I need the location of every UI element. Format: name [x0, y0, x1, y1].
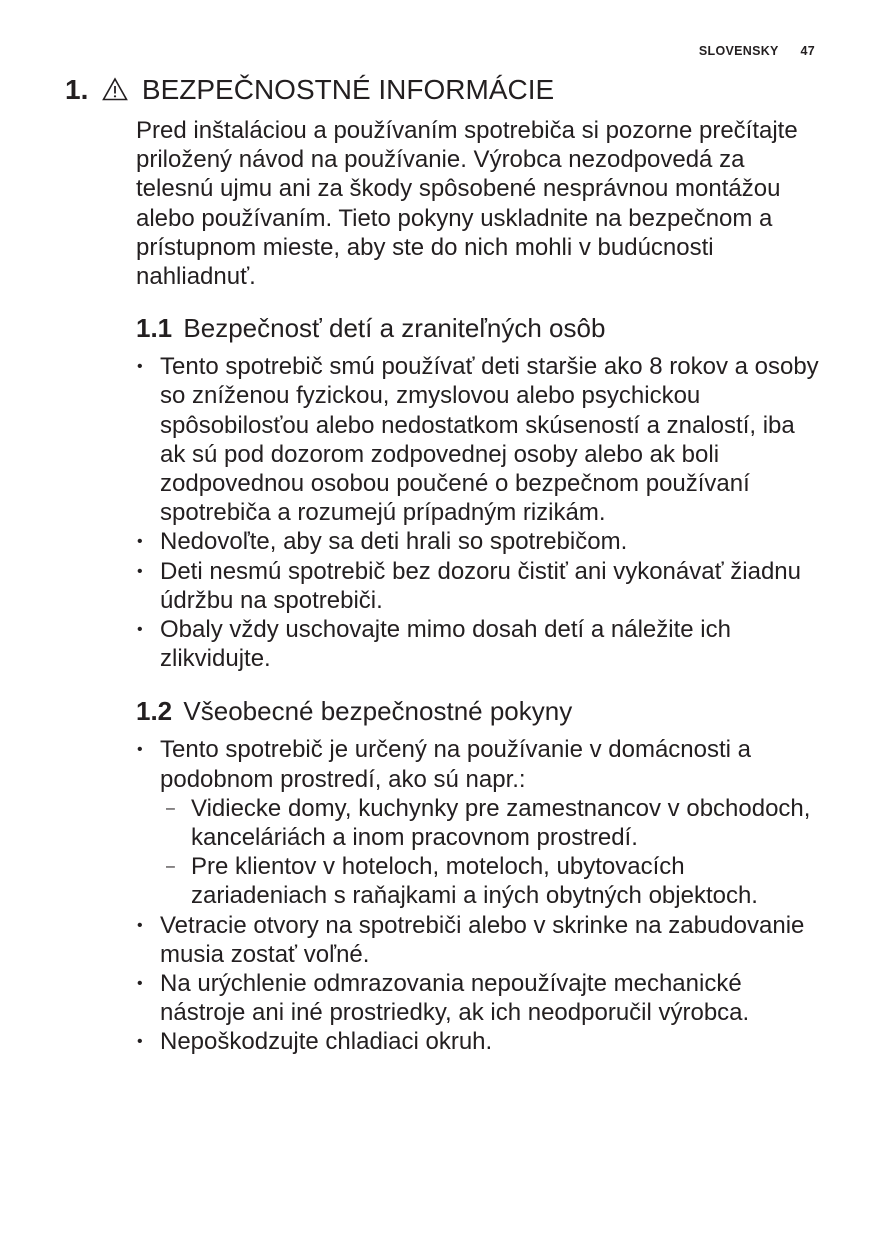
- list-item: • Obaly vždy uschovajte mimo dosah detí a náležite ich zlikvidujte.: [136, 615, 826, 673]
- language-label: SLOVENSKY: [698, 44, 779, 58]
- section-number: 1.1: [136, 313, 173, 344]
- sublist: [160, 794, 826, 911]
- section-heading-general-safety: [136, 695, 826, 727]
- list-item: • Vetracie otvory na spotrebiči alebo v skrinke na zabudovanie musia zostať voľné.: [136, 911, 826, 969]
- section-title: Bezpečnosť detí a zraniteľných osôb: [183, 313, 606, 344]
- section-number: 1.2: [136, 696, 173, 727]
- list-item: • Na urýchlenie odmrazovania nepoužívajte mechanické nástroje ani iné prostriedky, ak ich neodporučil výrobca.: [136, 969, 826, 1027]
- page-header: [699, 44, 815, 58]
- section-heading-child-safety: [136, 312, 826, 344]
- list-item: • Deti nesmú spotrebič bez dozoru čistiť ani vykonávať žiadnu údržbu na spotrebiči.: [136, 557, 826, 615]
- chapter-title: BEZPEČNOSTNÉ INFORMÁCIE: [141, 74, 555, 105]
- list-item-text: Tento spotrebič je určený na používanie v domácnosti a podobnom prostredí, ako sú napr.:: [160, 736, 752, 793]
- child-safety-list: [136, 352, 826, 673]
- list-item: [136, 735, 826, 910]
- main-content: [136, 116, 826, 1057]
- warning-icon: [102, 77, 128, 101]
- page-number: 47: [800, 44, 815, 58]
- list-item: • Nepoškodzujte chladiaci okruh.: [136, 1027, 826, 1056]
- chapter-heading: [65, 72, 554, 108]
- chapter-number: 1.: [65, 74, 89, 105]
- general-safety-list: [136, 735, 826, 1056]
- intro-paragraph: Pred inštaláciou a používaním spotrebiča si pozorne prečítajte priložený návod na používanie. Výrobca nezodpovedá za telesnú ujmu ani za škody spôsobené nesprávnou montážou alebo používaním. Tieto pokyny uskladnite na bezpečnom a prístupnom mieste, aby ste do nich mohli v budúcnosti nahliadnuť.: [136, 117, 798, 291]
- list-item: • Nedovoľte, aby sa deti hrali so spotrebičom.: [136, 527, 826, 556]
- sublist-item: – Vidiecke domy, kuchynky pre zamestnancov v obchodoch, kanceláriách a inom pracovnom prostredí.: [160, 794, 826, 852]
- list-item: • Tento spotrebič smú používať deti staršie ako 8 rokov a osoby so zníženou fyzickou, zmyslovou alebo psychickou spôsobilosťou alebo nedostatkom skúseností a znalostí, iba ak sú pod dozorom zodpovednej osoby alebo ak boli zodpovednou osobou poučené o bezpečnom používaní spotrebiča a rozumejú prípadným rizikám.: [136, 352, 826, 527]
- sublist-item: – Pre klientov v hoteloch, moteloch, ubytovacích zariadeniach s raňajkami a iných obytných objektoch.: [160, 852, 826, 910]
- section-title: Všeobecné bezpečnostné pokyny: [183, 696, 573, 727]
